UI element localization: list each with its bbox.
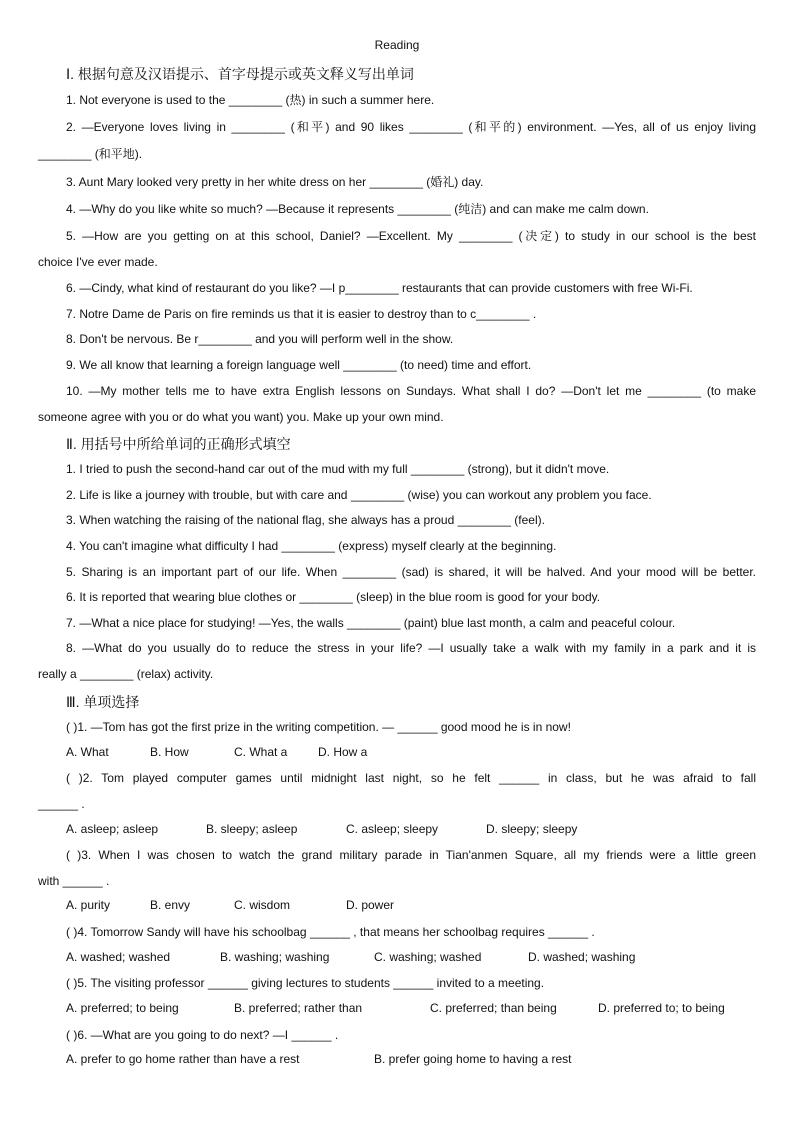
q5-option-d: D. preferred to; to being bbox=[598, 1001, 725, 1015]
s1-item-4: 4. —Why do you like white so much? —Because it represents ________ (纯洁) and can make me calm down. bbox=[66, 202, 649, 216]
s2-item-4: 4. You can't imagine what difficulty I had ________ (express) myself clearly at the beginning. bbox=[66, 539, 557, 553]
q3-option-d: D. power bbox=[346, 898, 395, 912]
q1-stem: ( )1. —Tom has got the first prize in the writing competition. — ______ good mood he is in now! bbox=[66, 720, 571, 734]
q2-option-d: D. sleepy; sleepy bbox=[486, 822, 578, 836]
q3-stem: ( )3. When I was chosen to watch the grand military parade in Tian'anmen Square, all my friends were a little green bbox=[66, 848, 756, 862]
q1-option-c: C. What a bbox=[234, 745, 288, 759]
s2-item-5: 5. Sharing is an important part of our life. When ________ (sad) is shared, it will be halved. And your mood will be better. bbox=[66, 565, 756, 579]
q2-option-b: B. sleepy; asleep bbox=[206, 822, 298, 836]
q2-stem: ( )2. Tom played computer games until midnight last night, so he felt ______ in class, but he was afraid to fall bbox=[66, 771, 756, 785]
q4-stem: ( )4. Tomorrow Sandy will have his schoolbag ______ , that means her schoolbag requires ______ . bbox=[66, 925, 595, 939]
s1-item-6: 6. —Cindy, what kind of restaurant do you like? —I p________ restaurants that can provide customers with free Wi-Fi. bbox=[66, 281, 693, 295]
q1-option-a: A. What bbox=[66, 745, 109, 759]
q2-option-a: A. asleep; asleep bbox=[66, 822, 159, 836]
q2-option-c: C. asleep; sleepy bbox=[346, 822, 439, 836]
q5-option-c: C. preferred; than being bbox=[430, 1001, 557, 1015]
q5-stem: ( )5. The visiting professor ______ giving lectures to students ______ invited to a meeting. bbox=[66, 976, 545, 990]
section-1-heading: Ⅰ. 根据句意及汉语提示、首字母提示或英文释义写出单词 bbox=[66, 66, 414, 82]
s2-item-2: 2. Life is like a journey with trouble, but with care and ________ (wise) you can workout any problem you face. bbox=[66, 488, 652, 502]
q4-option-c: C. washing; washed bbox=[374, 950, 482, 964]
q3-option-a: A. purity bbox=[66, 898, 111, 912]
q3-stem-cont: with ______ . bbox=[38, 874, 110, 888]
s1-item-2-cont: ________ (和平地). bbox=[38, 147, 143, 161]
s1-item-3: 3. Aunt Mary looked very pretty in her white dress on her ________ (婚礼) day. bbox=[66, 175, 484, 189]
q3-option-c: C. wisdom bbox=[234, 898, 291, 912]
section-3-heading: Ⅲ. 单项选择 bbox=[66, 694, 140, 710]
q2-stem-cont: ______ . bbox=[38, 797, 85, 811]
q4-option-b: B. washing; washing bbox=[220, 950, 330, 964]
s1-item-2: 2. —Everyone loves living in ________ (和平) and 90 likes ________ (和平的) environment. —Yes, all of us enjoy living bbox=[66, 120, 756, 134]
s1-item-10-cont: someone agree with you or do what you want) you. Make up your own mind. bbox=[38, 410, 444, 424]
s1-item-1: 1. Not everyone is used to the ________ (热) in such a summer here. bbox=[66, 93, 435, 107]
s2-item-6: 6. It is reported that wearing blue clothes or ________ (sleep) in the blue room is good for your body. bbox=[66, 590, 601, 604]
q6-option-b: B. prefer going home to having a rest bbox=[374, 1052, 572, 1066]
q6-option-a: A. prefer to go home rather than have a rest bbox=[66, 1052, 300, 1066]
s2-item-8-cont: really a ________ (relax) activity. bbox=[38, 667, 214, 681]
q5-option-a: A. preferred; to being bbox=[66, 1001, 179, 1015]
q4-option-d: D. washed; washing bbox=[528, 950, 636, 964]
s2-item-1: 1. I tried to push the second-hand car out of the mud with my full ________ (strong), but it didn't move. bbox=[66, 462, 610, 476]
q6-stem: ( )6. —What are you going to do next? —I ______ . bbox=[66, 1028, 339, 1042]
q3-option-b: B. envy bbox=[150, 898, 191, 912]
q1-option-d: D. How a bbox=[318, 745, 368, 759]
q1-option-b: B. How bbox=[150, 745, 189, 759]
s1-item-5-cont: choice I've ever made. bbox=[38, 255, 158, 269]
s1-item-7: 7. Notre Dame de Paris on fire reminds us that it is easier to destroy than to c________ . bbox=[66, 307, 537, 321]
q5-option-b: B. preferred; rather than bbox=[234, 1001, 363, 1015]
s1-item-9: 9. We all know that learning a foreign language well ________ (to need) time and effort. bbox=[66, 358, 532, 372]
q4-option-a: A. washed; washed bbox=[66, 950, 171, 964]
s2-item-8: 8. —What do you usually do to reduce the stress in your life? —I usually take a walk with my family in a park and it is bbox=[66, 641, 756, 655]
s1-item-8: 8. Don't be nervous. Be r________ and you will perform well in the show. bbox=[66, 332, 454, 346]
s1-item-5: 5. —How are you getting on at this school, Daniel? —Excellent. My ________ (决定) to study in our school is the best bbox=[66, 229, 756, 243]
page-title: Reading bbox=[374, 38, 420, 52]
s1-item-10: 10. —My mother tells me to have extra English lessons on Sundays. What shall I do? —Don't let me ________ (to make bbox=[66, 384, 756, 398]
s2-item-3: 3. When watching the raising of the national flag, she always has a proud ________ (feel). bbox=[66, 513, 545, 527]
s2-item-7: 7. —What a nice place for studying! —Yes, the walls ________ (paint) blue last month, a calm and peaceful colour. bbox=[66, 616, 676, 630]
section-2-heading: Ⅱ. 用括号中所给单词的正确形式填空 bbox=[66, 436, 291, 452]
